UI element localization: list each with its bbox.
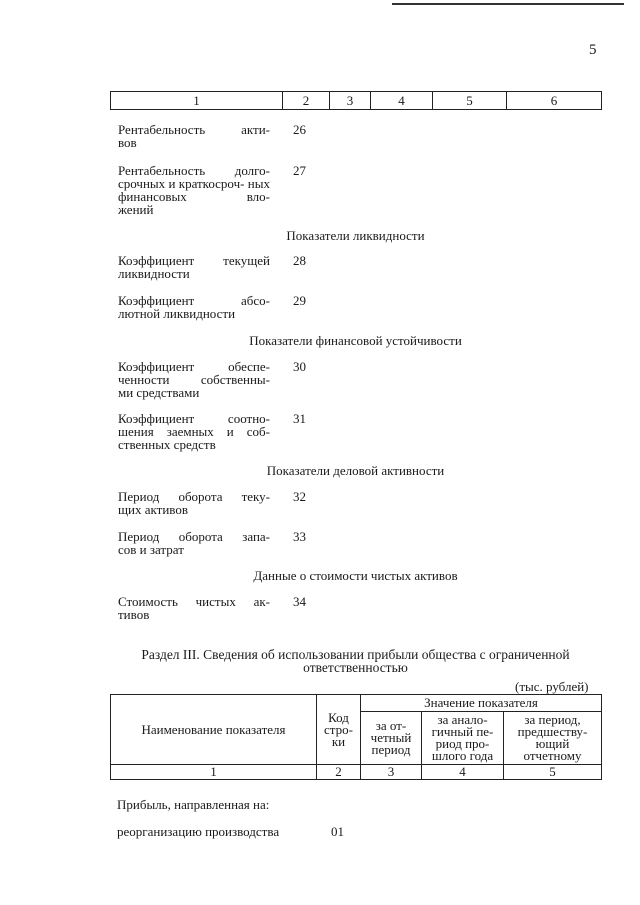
col-number-3: 3 bbox=[330, 92, 371, 110]
section-title-continued: ответственностью bbox=[303, 660, 408, 675]
units-label: (тыс. рублей) bbox=[515, 679, 589, 694]
indicator-code: 33 bbox=[293, 529, 306, 544]
indicator-code: 27 bbox=[293, 163, 306, 178]
col-number-1: 1 bbox=[111, 765, 317, 780]
heading-net-assets: Данные о стоимости чистых активов bbox=[253, 568, 458, 583]
indicator-code: 32 bbox=[293, 489, 306, 504]
col-number-4: 4 bbox=[422, 765, 504, 780]
col-indicator-value: Значение показателя bbox=[361, 695, 602, 712]
indicator-name: Коэффициент соотно- шения заемных и соб- ственных средств bbox=[118, 411, 270, 452]
col-reporting-period: за от- четный период bbox=[361, 712, 422, 765]
col-preceding-period: за период, предшеству- ющий отчетному bbox=[504, 712, 602, 765]
col-number-4: 4 bbox=[371, 92, 433, 110]
col-number-2: 2 bbox=[317, 765, 361, 780]
indicator-name: Коэффициент текущей ликвидности bbox=[118, 253, 270, 281]
col-number-5: 5 bbox=[504, 765, 602, 780]
section-title: Раздел III. Сведения об использовании прибыли общества с ограниченной bbox=[141, 647, 570, 662]
col-line-code: Код стро- ки bbox=[317, 695, 361, 765]
indicator-name: Коэффициент обеспе- ченности собственны- ми средствами bbox=[118, 359, 270, 400]
heading-activity: Показатели деловой активности bbox=[266, 463, 445, 478]
heading-liquidity: Показатели ликвидности bbox=[286, 228, 425, 243]
indicator-name: Рентабельность акти- вов bbox=[118, 122, 270, 150]
col-number-2: 2 bbox=[283, 92, 330, 110]
heading-stability: Показатели финансовой устойчивости bbox=[249, 333, 462, 348]
profit-directed-label: Прибыль, направленная на: bbox=[117, 797, 270, 812]
indicator-code: 26 bbox=[293, 122, 306, 137]
col-number-6: 6 bbox=[507, 92, 602, 110]
indicator-name: Период оборота запа- сов и затрат bbox=[118, 529, 270, 557]
indicator-code: 34 bbox=[293, 594, 306, 609]
indicator-name: Рентабельность долго- срочных и краткосроч- ных финансовых вло- жений bbox=[118, 163, 270, 217]
indicator-code: 31 bbox=[293, 411, 306, 426]
indicators-table-header bbox=[110, 91, 602, 110]
indicator-name: Период оборота теку- щих активов bbox=[118, 489, 270, 517]
indicator-code: 30 bbox=[293, 359, 306, 374]
indicator-code: 29 bbox=[293, 293, 306, 308]
col-prior-year-period: за анало- гичный пе- риод про- шлого года bbox=[422, 712, 504, 765]
indicator-code: 28 bbox=[293, 253, 306, 268]
col-indicator-name: Наименование показателя bbox=[111, 695, 317, 765]
reorganization-code: 01 bbox=[331, 824, 344, 839]
col-number-5: 5 bbox=[433, 92, 507, 110]
indicator-name: Коэффициент абсо- лютной ликвидности bbox=[118, 293, 270, 321]
profit-usage-table bbox=[110, 694, 602, 780]
top-rule bbox=[392, 3, 624, 5]
reorganization-label: реорганизацию производства bbox=[117, 824, 280, 839]
col-number-3: 3 bbox=[361, 765, 422, 780]
col-number-1: 1 bbox=[111, 92, 283, 110]
page-number: 5 bbox=[589, 42, 597, 58]
indicator-name: Стоимость чистых ак- тивов bbox=[118, 594, 270, 622]
